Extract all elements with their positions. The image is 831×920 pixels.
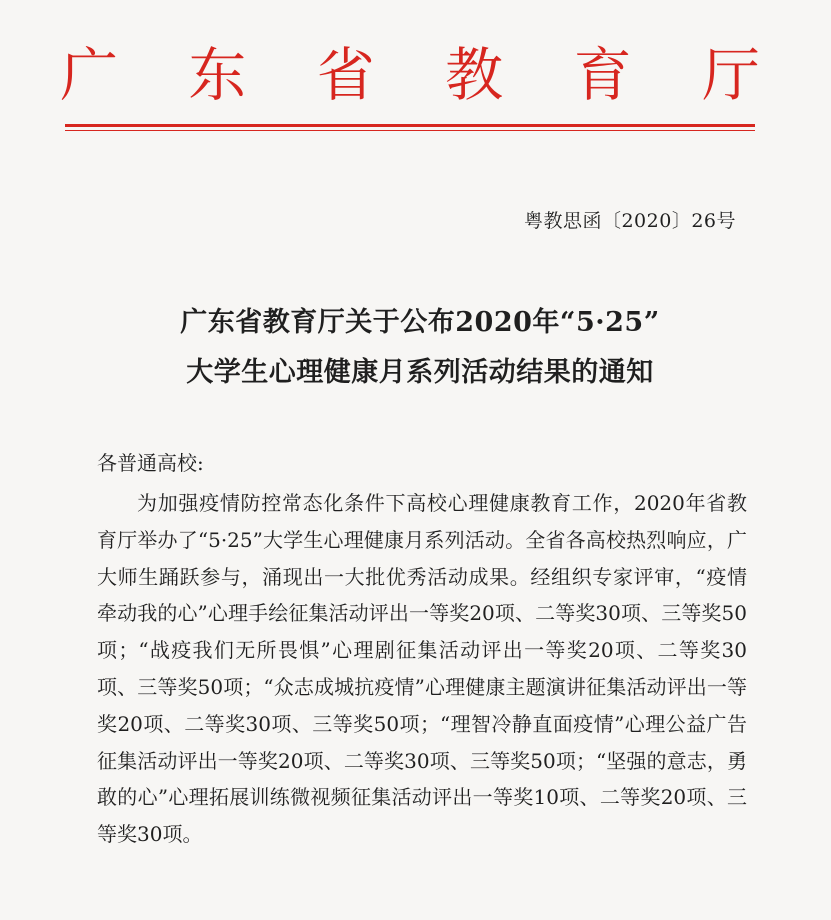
letterhead-char: 育 bbox=[573, 41, 632, 109]
body-paragraph: 为加强疫情防控常态化条件下高校心理健康教育工作，2020年省教育厅举办了“5·25”大学生心理健康月系列活动。全省各高校热烈响应，广大师生踊跃参与，涌现出一大批优秀活动成果。经组织专家评审，“疫情牵动我的心”心理手绘征集活动评出一等奖20项、二等奖30项、三等奖50项；“战疫我们无所畏惧”心理剧征集活动评出一等奖20项、二等奖30项、三等奖50项；“众志成城抗疫情”心理健康主题演讲征集活动评出一等奖20项、二等奖30项、三等奖50项；“理智冷静直面疫情”心理公益广告征集活动评出一等奖20项、二等奖30项、三等奖50项；“坚强的意志，勇敢的心”心理拓展训练微视频征集活动评出一等奖10项、二等奖20项、三等奖30项。 bbox=[97, 491, 747, 847]
document-title-line-1: 广东省教育厅关于公布2020年“5·25” bbox=[180, 307, 660, 338]
letterhead-rule-thick bbox=[65, 124, 755, 127]
salutation: 各普通高校: bbox=[97, 451, 204, 475]
letterhead-char: 东 bbox=[188, 41, 247, 109]
document-number: 粤教思函〔2020〕26号 bbox=[523, 210, 736, 232]
letterhead-char: 广 bbox=[60, 41, 119, 109]
letterhead-char: 省 bbox=[316, 41, 375, 109]
document-title-line-2: 大学生心理健康月系列活动结果的通知 bbox=[186, 357, 654, 388]
letterhead-char: 厅 bbox=[701, 41, 760, 109]
document-body bbox=[97, 485, 747, 853]
letterhead-title bbox=[60, 40, 760, 110]
letterhead-rule-thin bbox=[65, 130, 755, 131]
letterhead-char: 教 bbox=[445, 41, 504, 109]
